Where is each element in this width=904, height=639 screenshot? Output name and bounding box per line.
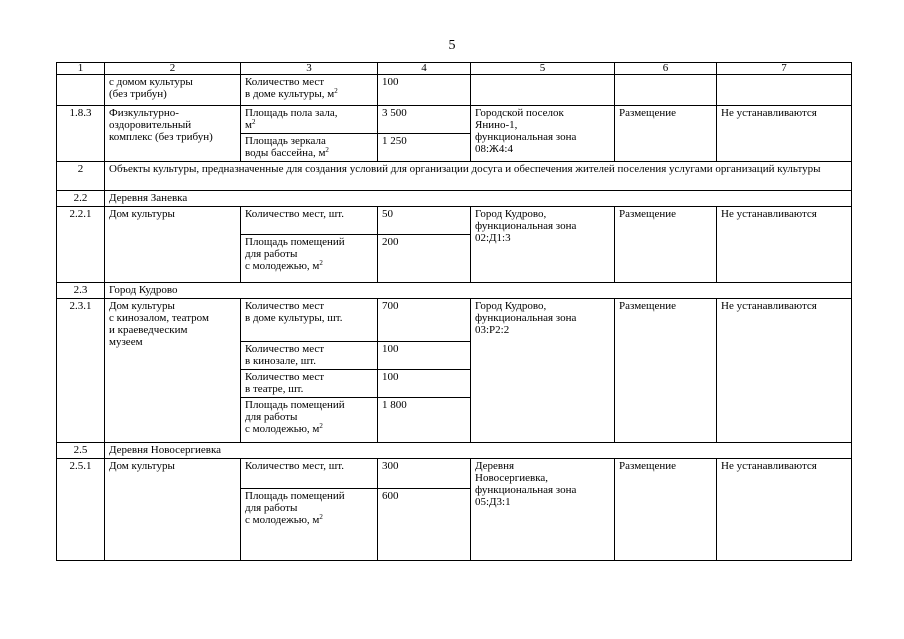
table-row — [57, 299, 852, 342]
indicator-value: 700 — [378, 299, 471, 342]
location: Городской поселок Янино-1, функциональная зона 08:Ж4:4 — [471, 106, 615, 162]
row-code: 1.8.3 — [57, 106, 105, 162]
object-name: Дом культуры с кинозалом, театром и краеведческим музеем — [105, 299, 241, 443]
col-2-header: 2 — [105, 63, 241, 75]
location: Город Кудрово, функциональная зона 03:Р2:2 — [471, 299, 615, 443]
section-row — [57, 443, 852, 459]
indicator: Количество мест в доме культуры, $м^2$ — [241, 75, 378, 106]
col-1-header: 1 — [57, 63, 105, 75]
zone-characteristics: Не устанавливаются — [717, 299, 852, 443]
purpose: Размещение — [615, 299, 717, 443]
indicator-value: 300 — [378, 459, 471, 489]
page-number: 5 — [448, 38, 456, 53]
indicator-value: 1 250 — [378, 134, 471, 162]
table-row — [57, 459, 852, 489]
purpose: Размещение — [615, 207, 717, 283]
location: Деревня Новосергиевка, функциональная зона 05:Д3:1 — [471, 459, 615, 561]
indicator: Количество мест, шт. — [241, 459, 378, 489]
indicator: Количество мест в доме культуры, шт. — [241, 299, 378, 342]
indicator: Площадь помещений для работы с молодежью, $м^2$ — [241, 398, 378, 443]
section-row — [57, 162, 852, 191]
zone-characteristics — [717, 75, 852, 106]
zone-characteristics: Не устанавливаются — [717, 459, 852, 561]
indicator-value: 3 500 — [378, 106, 471, 134]
col-7-header: 7 — [717, 63, 852, 75]
table-row — [57, 207, 852, 235]
section-code: 2.5 — [57, 443, 105, 459]
row-code: 2.3.1 — [57, 299, 105, 443]
location — [471, 75, 615, 106]
indicator-value: 600 — [378, 489, 471, 561]
section-title: Деревня Заневка — [105, 191, 852, 207]
purpose: Размещение — [615, 106, 717, 162]
objects-table — [56, 62, 852, 561]
indicator-value: 1 800 — [378, 398, 471, 443]
zone-characteristics: Не устанавливаются — [717, 207, 852, 283]
section-row — [57, 283, 852, 299]
section-code: 2.2 — [57, 191, 105, 207]
object-name: Дом культуры — [105, 207, 241, 283]
indicator: Площадь зеркала воды бассейна, $м^2$ — [241, 134, 378, 162]
section-code: 2.3 — [57, 283, 105, 299]
col-6-header: 6 — [615, 63, 717, 75]
indicator-value: 100 — [378, 342, 471, 370]
indicator-value: 200 — [378, 235, 471, 283]
section-title: Деревня Новосергиевка — [105, 443, 852, 459]
table-row — [57, 106, 852, 134]
zone-characteristics: Не устанавливаются — [717, 106, 852, 162]
indicator: Площадь помещений для работы с молодежью, $м^2$ — [241, 235, 378, 283]
indicator-value: 100 — [378, 75, 471, 106]
indicator: Количество мест в кинозале, шт. — [241, 342, 378, 370]
row-code — [57, 75, 105, 106]
object-name: Дом культуры — [105, 459, 241, 561]
purpose — [615, 75, 717, 106]
col-5-header: 5 — [471, 63, 615, 75]
section-row — [57, 191, 852, 207]
col-4-header: 4 — [378, 63, 471, 75]
section-title: Объекты культуры, предназначенные для создания условий для организации досуга и обеспечения жителей поселения услугами организаций культуры — [105, 162, 852, 191]
indicator: Площадь пола зала, $м^2$ — [241, 106, 378, 134]
row-code: 2.2.1 — [57, 207, 105, 283]
object-name: с домом культуры (без трибун) — [105, 75, 241, 106]
indicator-value: 50 — [378, 207, 471, 235]
header-row — [57, 63, 852, 75]
indicator: Количество мест, шт. — [241, 207, 378, 235]
indicator: Площадь помещений для работы с молодежью, $м^2$ — [241, 489, 378, 561]
purpose: Размещение — [615, 459, 717, 561]
section-code: 2 — [57, 162, 105, 191]
section-title: Город Кудрово — [105, 283, 852, 299]
table-row — [57, 75, 852, 106]
indicator-value: 100 — [378, 370, 471, 398]
object-name: Физкультурно- оздоровительный комплекс (без трибун) — [105, 106, 241, 162]
row-code: 2.5.1 — [57, 459, 105, 561]
location: Город Кудрово, функциональная зона 02:Д1:3 — [471, 207, 615, 283]
indicator: Количество мест в театре, шт. — [241, 370, 378, 398]
col-3-header: 3 — [241, 63, 378, 75]
